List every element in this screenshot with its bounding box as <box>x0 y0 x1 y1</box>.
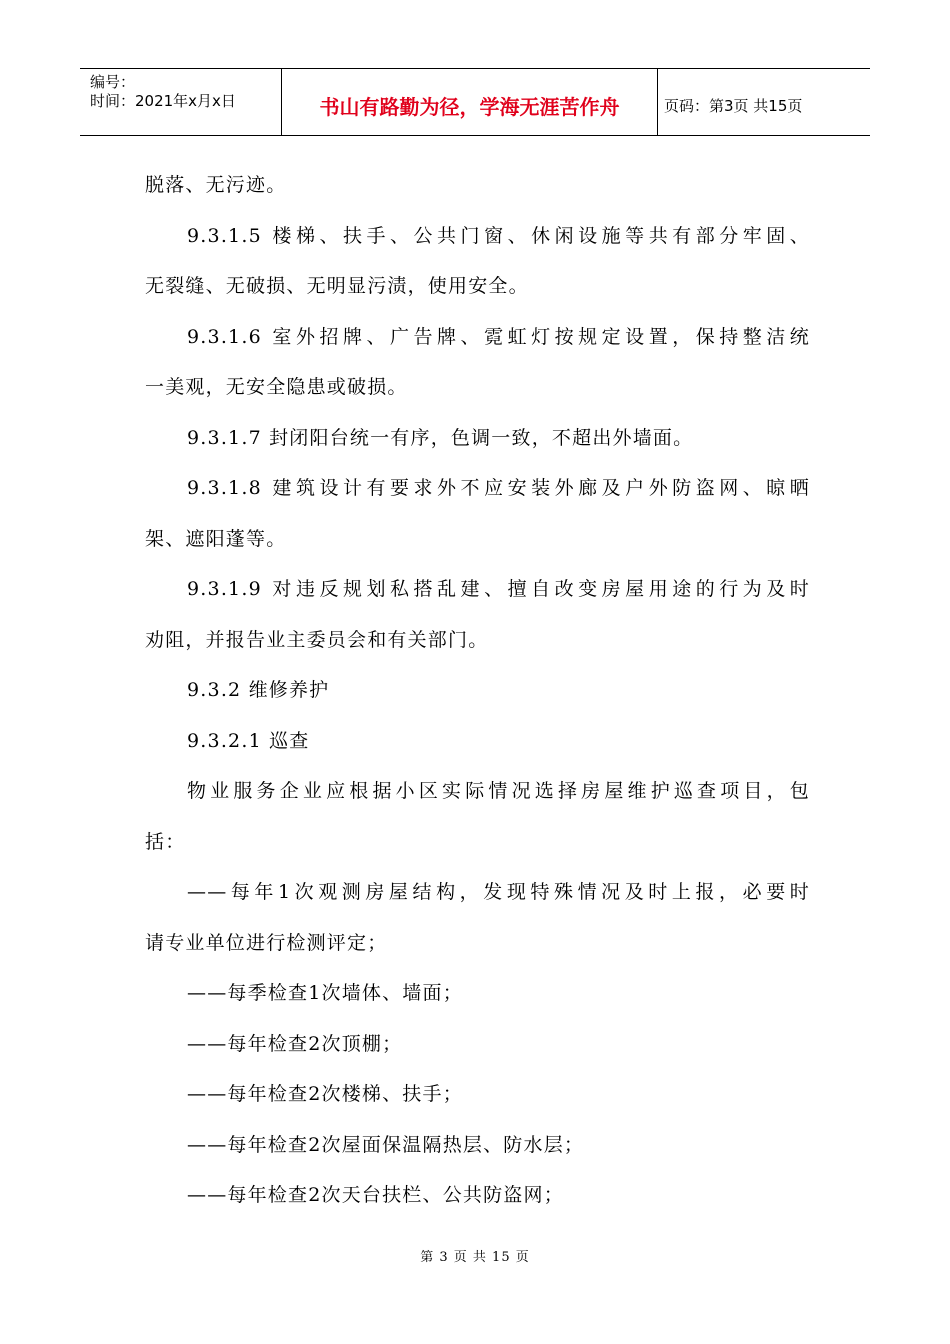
subsection-heading: 9.3.2.1 巡查 <box>187 729 310 752</box>
body-line: 无裂缝、无破损、无明显污渍，使用安全。 <box>145 275 529 297</box>
body-line: 括： <box>145 830 186 853</box>
body-line: 架、遮阳蓬等。 <box>145 527 287 550</box>
body-line: 劝阻，并报告业主委员会和有关部门。 <box>145 628 489 651</box>
body-line: 9.3.1.7 封闭阳台统一有序，色调一致，不超出外墙面。 <box>187 426 694 449</box>
body-line: 脱落、无污迹。 <box>145 174 287 196</box>
document-number-label: 编号： <box>90 73 136 91</box>
page-header <box>80 68 870 136</box>
list-item: ——每年检查2次屋面保温隔热层、防水层； <box>187 1133 585 1156</box>
page-footer-number: 第 3 页 共 15 页 <box>420 1250 530 1265</box>
header-motto: 书山有路勤为径，学海无涯苦作舟 <box>282 69 658 135</box>
list-item: ——每年检查2次楼梯、扶手； <box>187 1083 463 1105</box>
list-item: ——每季检查1次墙体、墙面； <box>187 982 463 1004</box>
list-item: ——每年1次观测房屋结构，发现特殊情况及时上报，必要时 <box>187 881 810 903</box>
header-meta-cell <box>80 69 282 135</box>
body-line: 9.3.1.9 对违反规划私搭乱建、擅自改变房屋用途的行为及时 <box>187 578 810 600</box>
list-item: ——每年检查2次天台扶栏、公共防盗网； <box>187 1184 564 1206</box>
header-page-info: 页码：第3页 共15页 <box>664 96 803 115</box>
body-line: 9.3.1.8 建筑设计有要求外不应安装外廊及户外防盗网、晾晒 <box>187 477 810 499</box>
document-date-label: 时间：2021年x月x日 <box>90 92 236 110</box>
body-line: 9.3.1.5 楼梯、扶手、公共门窗、休闲设施等共有部分牢固、 <box>187 224 810 247</box>
body-line: 一美观，无安全隐患或破损。 <box>145 376 408 398</box>
body-line: 物业服务企业应根据小区实际情况选择房屋维护巡查项目，包 <box>187 780 810 802</box>
body-line: 9.3.1.6 室外招牌、广告牌、霓虹灯按规定设置，保持整洁统 <box>187 325 810 348</box>
list-item: ——每年检查2次顶棚； <box>187 1032 403 1055</box>
section-heading: 9.3.2 维修养护 <box>187 679 330 701</box>
list-item-continuation: 请专业单位进行检测评定； <box>145 931 388 954</box>
document-body <box>145 160 810 1221</box>
